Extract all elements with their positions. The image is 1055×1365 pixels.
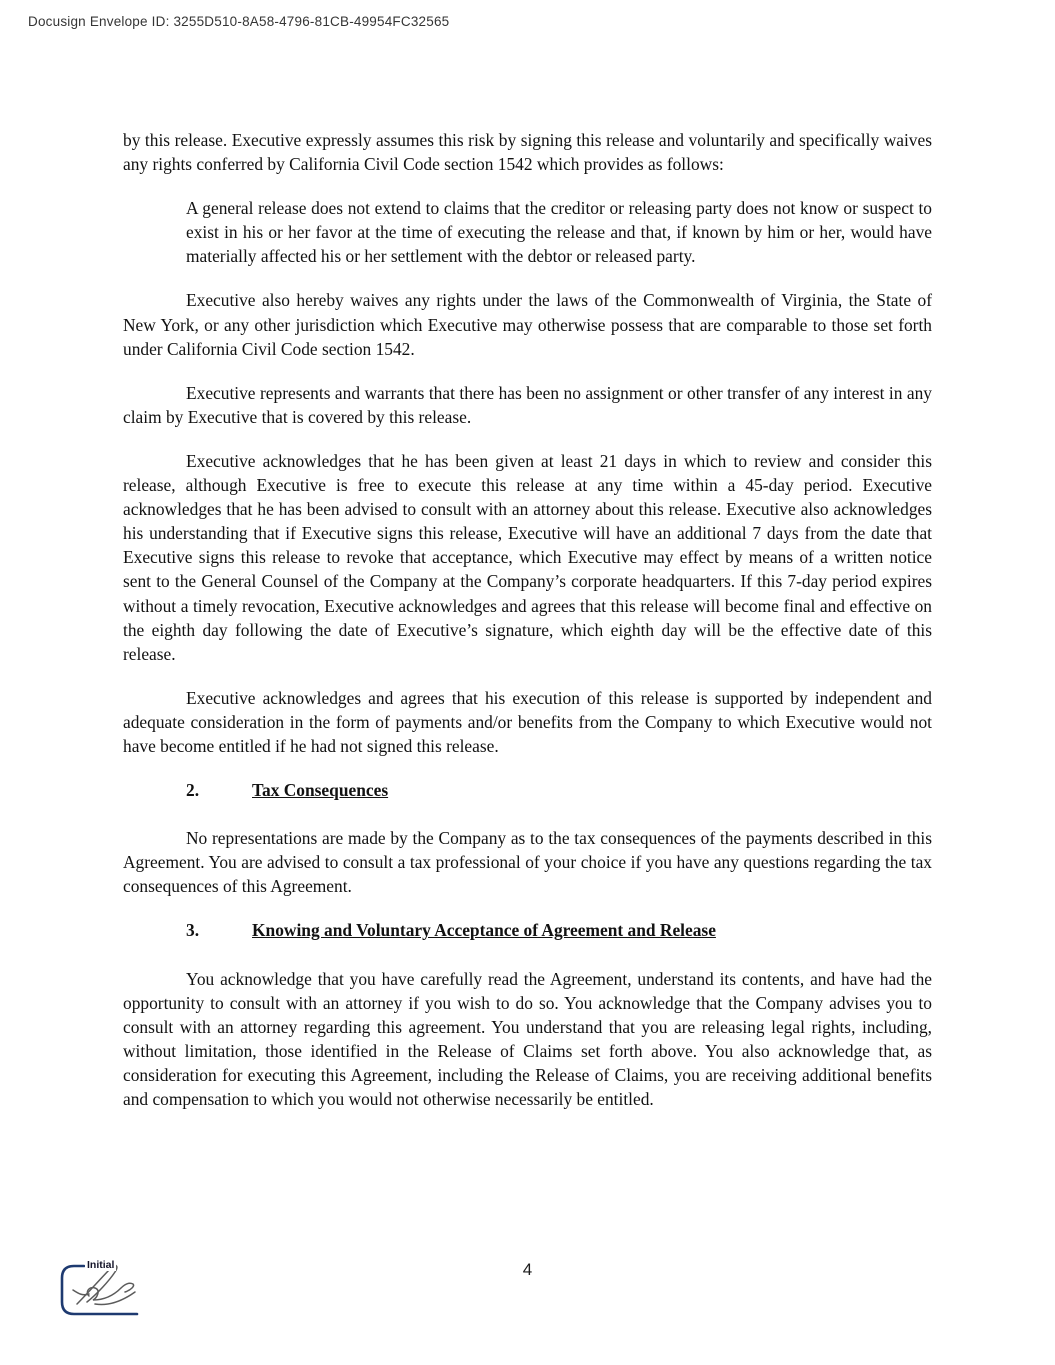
paragraph-tax: No representations are made by the Company as to the tax consequences of the payments described in this Agreement. You are advised to consult a tax professional of your choice if you have any questions regarding the tax consequences of this Agreement. <box>123 828 932 897</box>
section-title: Tax Consequences <box>252 780 389 801</box>
docusign-envelope-id: Docusign Envelope ID: 3255D510-8A58-4796-81CB-49954FC32565 <box>28 14 450 29</box>
initial-tab-label: Initial <box>87 1259 115 1271</box>
document-body <box>123 128 932 1131</box>
blockquote-civil-code-1542: A general release does not extend to claims that the creditor or releasing party does not know or suspect to exist in his or her favor at the time of executing the release and that, if known by him or her, would have materially affected his or her settlement with the debtor or released party. <box>186 198 932 267</box>
paragraph-consideration: Executive acknowledges and agrees that his execution of this release is supported by independent and adequate consideration in the form of payments and/or benefits from the Company to which Executive would not have become entitled if he had not signed this release. <box>123 687 932 756</box>
section-heading-tax-consequences <box>186 778 932 802</box>
paragraph-acknowledgement: You acknowledge that you have carefully read the Agreement, understand its contents, and have had the opportunity to consult with an attorney if you wish to do so. You acknowledge that the Company advises you to consult with an attorney regarding this agreement. You understand that you are releasing legal rights, including, without limitation, those identified in the Release of Claims set forth above. You also acknowledge that, as consideration for executing this Agreement, including the Release of Claims, you are receiving additional benefits and compensation to which you would not otherwise necessarily be entitled. <box>123 968 932 1109</box>
paragraph-review-period: Executive acknowledges that he has been given at least 21 days in which to review and consider this release, although Executive is free to execute this release at any time within a 45-day period. Executive acknowledges that he has been advised to consult with an attorney about this release. Executive also acknowledges his understanding that if Executive signs this release, Executive will have an additional 7 days from the date that Executive signs this release to revoke that acceptance, which Executive may effect by means of a written notice sent to the General Counsel of the Company at the Company’s corporate headquarters. If this 7-day period expires without a timely revocation, Executive acknowledges and agrees that this release will become final and effective on the eighth day following the date of Executive’s signature, which eighth day will be the effective date of this release. <box>123 450 932 664</box>
paragraph-release-continuation: by this release. Executive expressly assumes this risk by signing this release and voluntarily and specifically waives any rights conferred by California Civil Code section 1542 which provides as follows: <box>123 130 932 175</box>
paragraph-other-jurisdictions: Executive also hereby waives any rights under the laws of the Commonwealth of Virginia, the State of New York, or any other jurisdiction which Executive may otherwise possess that are comparable to those set forth under California Civil Code section 1542. <box>123 290 932 359</box>
section-number: 2. <box>186 780 200 801</box>
section-number: 3. <box>186 920 200 941</box>
page-number: 4 <box>522 1260 533 1279</box>
section-heading-knowing-voluntary-acceptance <box>186 918 932 942</box>
section-title: Knowing and Voluntary Acceptance of Agreement and Release <box>252 920 716 941</box>
paragraph-no-assignment: Executive represents and warrants that there has been no assignment or other transfer of any interest in any claim by Executive that is covered by this release. <box>123 382 932 427</box>
